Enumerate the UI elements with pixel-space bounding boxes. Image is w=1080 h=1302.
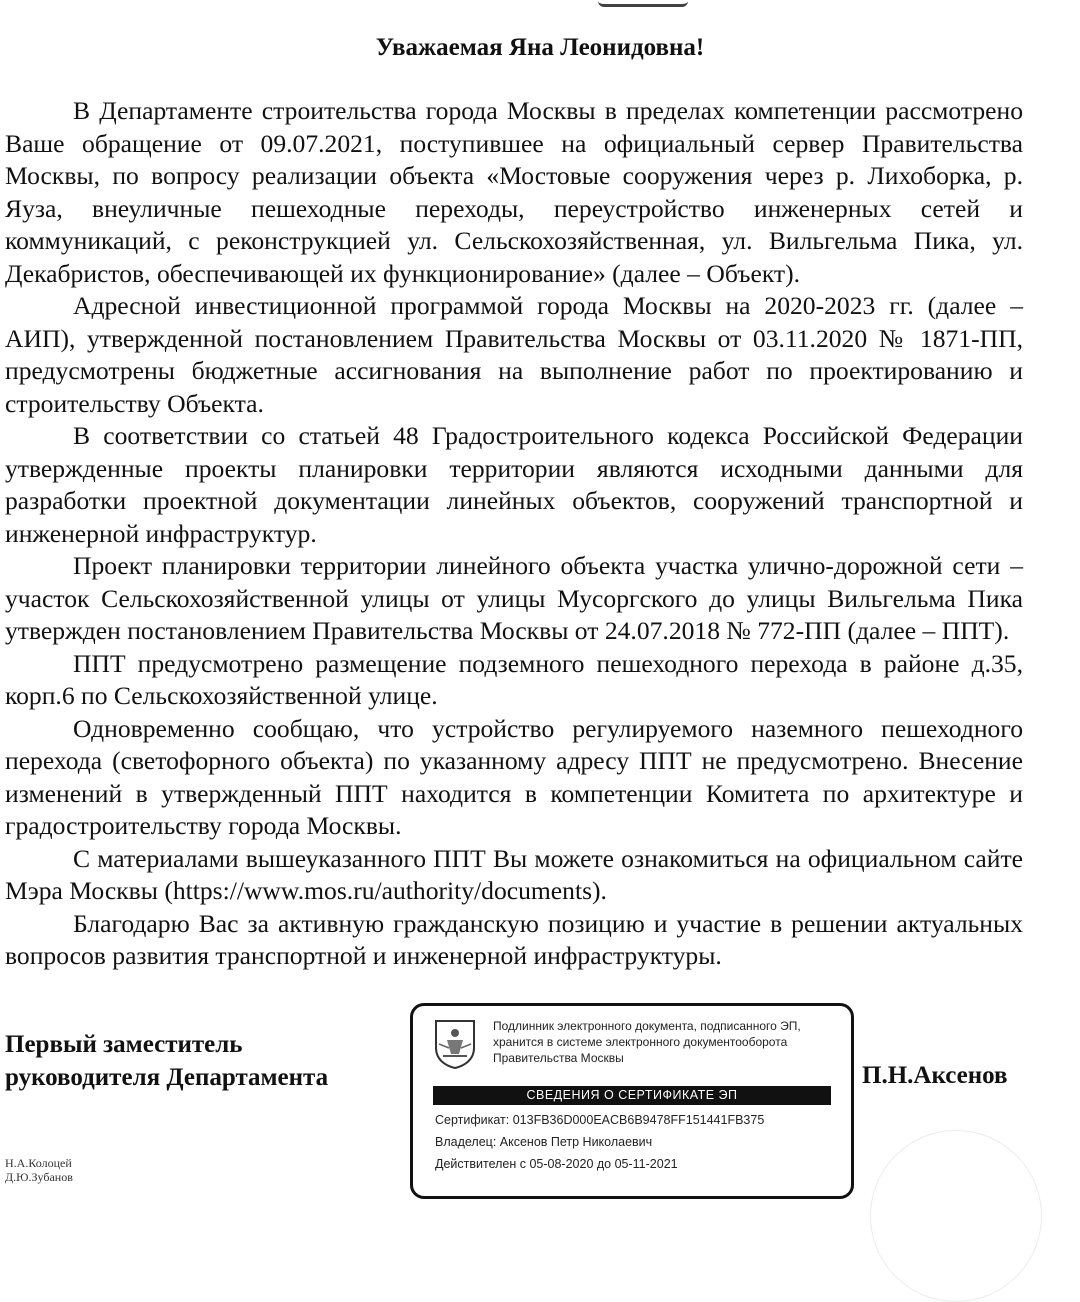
signer-name: П.Н.Аксенов [862, 1062, 1008, 1089]
paragraph: Проект планировки территории линейного объекта участка улично-дорожной сети – участок Сельскохозяйственной улицы от улицы Мусоргского до улицы Вильгельма Пика утвержден постановлением Правительства Москвы от 24.07.2018 № 772-ПП (далее – ППТ). [5, 551, 1023, 645]
executor-name: Н.А.Колоцей [5, 1156, 72, 1170]
paragraph: С материалами вышеуказанного ППТ Вы можете ознакомиться на официальном сайте Мэра Москвы (https://www.mos.ru/authority/documents). [5, 843, 1023, 905]
letter-body [5, 95, 1023, 973]
top-decoration [598, 0, 688, 7]
paragraph: В соответствии со статьей 48 Градостроительного кодекса Российской Федерации утвержденные проекты планировки территории являются исходными данными для разработки проектной документации линейных объектов, сооружений транспортной и инженерной инфраструктур. [5, 421, 1023, 548]
stamp-note [493, 1018, 843, 1066]
stamp-note-line: Правительства Москвы [493, 1051, 624, 1065]
paragraph: В Департаменте строительства города Москвы в пределах компетенции рассмотрено Ваше обращение от 09.07.2021, поступившее на официальный сервер Правительства Москвы, по вопросу реализации объекта «Мостовые сооружения через р. Лихоборка, р. Яуза, внеуличные пешеходные переходы, переустройство инженерных сетей и коммуникаций, с реконструкцией ул. Сельскохозяйственная, ул. Вильгельма Пика, ул. Декабристов, обеспечивающей их функционирование» (далее – Объект). [5, 96, 1023, 288]
faint-stamp-outline [870, 1130, 1042, 1302]
stamp-note-line: хранится в системе электронного документооборота [493, 1035, 788, 1049]
certificate-number: Сертификат: 013FB36D000EACB6B9478FF151441FB375 [435, 1113, 765, 1127]
signer-title [5, 1028, 328, 1094]
paragraph: Благодарю Вас за активную гражданскую позицию и участие в решении актуальных вопросов развития транспортной и инженерной инфраструктуры. [5, 908, 1023, 970]
signer-title-line: Первый заместитель [5, 1031, 243, 1058]
signer-title-line: руководителя Департамента [5, 1064, 329, 1091]
certificate-owner: Владелец: Аксенов Петр Николаевич [435, 1135, 653, 1149]
executor-name: Д.Ю.Зубанов [5, 1170, 73, 1184]
greeting: Уважаемая Яна Леонидовна! [375, 34, 705, 61]
electronic-signature-stamp [410, 1003, 854, 1199]
paragraph: ППТ предусмотрено размещение подземного пешеходного перехода в районе д.35, корп.6 по Сельскохозяйственной улице. [5, 648, 1023, 710]
paragraph: Адресной инвестиционной программой города Москвы на 2020-2023 гг. (далее – АИП), утвержденной постановлением Правительства Москвы от 03.11.2020 № 1871-ПП, предусмотрены бюджетные ассигнования на выполнение работ по проектированию и строительству Объекта. [5, 291, 1023, 418]
executors [5, 1156, 73, 1184]
stamp-note-line: Подлинник электронного документа, подписанного ЭП, [493, 1019, 801, 1033]
certificate-validity: Действителен с 05-08-2020 до 05-11-2021 [435, 1157, 678, 1171]
paragraph: Одновременно сообщаю, что устройство регулируемого наземного пешеходного перехода (светофорного объекта) по указанному адресу ППТ не предусмотрено. Внесение изменений в утвержденный ППТ находится в компетенции Комитета по архитектуре и градостроительству города Москвы. [5, 713, 1023, 840]
stamp-header: СВЕДЕНИЯ О СЕРТИФИКАТЕ ЭП [433, 1086, 831, 1105]
moscow-coat-of-arms-icon [433, 1018, 477, 1070]
